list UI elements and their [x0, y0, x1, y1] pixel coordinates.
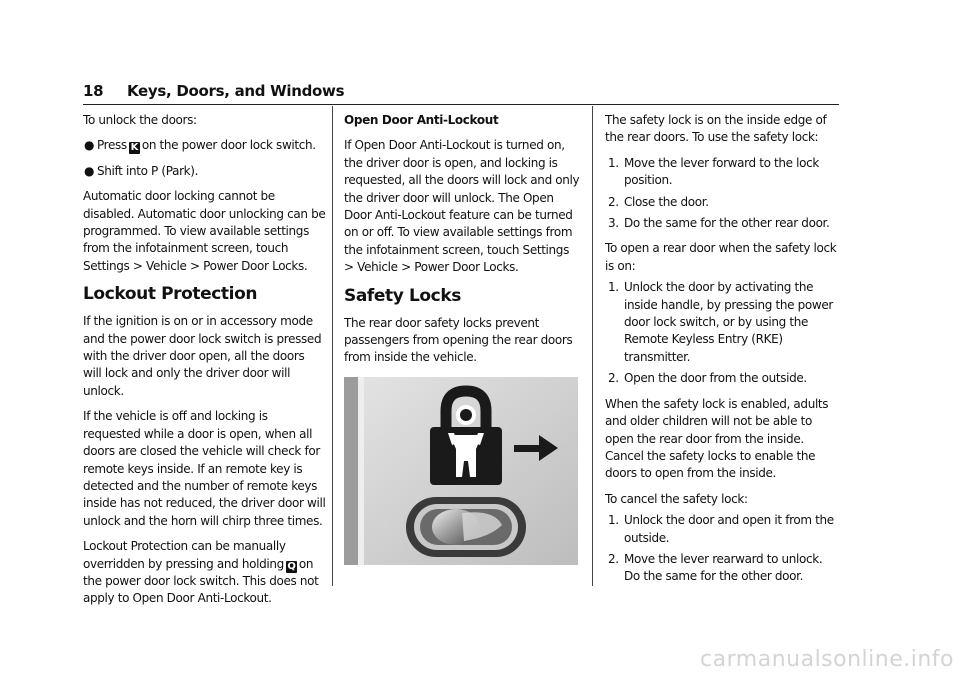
section-heading: Lockout Protection: [83, 284, 258, 305]
paragraph: [83, 538, 326, 608]
bullet-text-pre: Press: [97, 138, 127, 153]
bullet-text: Shift into P (Park).: [97, 163, 199, 178]
list-item: [605, 194, 841, 211]
list-item: [605, 551, 841, 586]
step-number: 2.: [608, 551, 619, 566]
page-number: 18: [83, 82, 104, 100]
step-text: Move the lever rearward to unlock. Do the same for the other door.: [624, 551, 823, 584]
step-number: 3.: [608, 216, 619, 231]
step-number: 1.: [608, 513, 619, 528]
paragraph: If the vehicle is off and locking is requested while a door is open, when all doors are closed the vehicle will check for remote keys inside. If an remote key is detected and the number of remote keys inside has not reduced, the driver door will unlock and the horn will chirp three times.: [83, 409, 326, 528]
step-text: Open the door from the outside.: [624, 371, 807, 386]
step-number: 2.: [608, 194, 619, 209]
step-text: Close the door.: [624, 194, 709, 209]
subheading: Open Door Anti-Lockout: [344, 113, 499, 127]
column-middle: [344, 112, 582, 399]
intro-text: To unlock the doors:: [83, 113, 197, 127]
bullet-icon: ●: [84, 138, 95, 153]
paragraph: Automatic door locking cannot be disabled. Automatic door unlocking can be programmed. To view available settings from the infotainment screen, touch Settings > Vehicle > Power Door Locks.: [83, 189, 326, 273]
child-lock-icon: [344, 377, 578, 565]
paragraph: To cancel the safety lock:: [605, 491, 748, 506]
column-divider: [332, 106, 333, 586]
page-header: [83, 82, 839, 105]
paragraph: If Open Door Anti-Lockout is turned on, the driver door is open, and locking is requested, all the doors will lock and only the driver door will unlock. The Open Door Anti-Lockout feature can be turned on or off. To view available settings from the infotainment screen, touch Settings > Vehicle > Power Door Locks.: [344, 138, 580, 275]
step-text: Move the lever forward to the lock position.: [624, 155, 819, 188]
bullet-text-post: on the power door lock switch.: [141, 138, 316, 153]
watermark: carmanualsonline.info: [700, 647, 954, 672]
step-number: 2.: [608, 371, 619, 386]
section-heading: Safety Locks: [344, 285, 461, 306]
list-item: [605, 512, 841, 547]
paragraph: If the ignition is on or in accessory mode and the power door lock switch is pressed with the driver door open, all the doors will lock and only the driver door will unlock.: [83, 314, 322, 398]
step-number: 1.: [608, 155, 619, 170]
paragraph-text-post: on the power door lock switch. This does not apply to Open Door Anti-Lockout.: [83, 556, 319, 606]
list-item: [605, 370, 841, 387]
paragraph-text-pre: Lockout Protection can be manually overridden by pressing and holding: [83, 539, 286, 571]
step-text: Unlock the door and open it from the outside.: [624, 513, 834, 545]
list-item: [605, 215, 841, 232]
column-left: [83, 112, 326, 616]
paragraph: To open a rear door when the safety lock is on:: [605, 241, 837, 273]
section-title: Keys, Doors, and Windows: [127, 82, 345, 100]
column-right: [605, 112, 841, 590]
step-text: Do the same for the other rear door.: [624, 216, 830, 231]
paragraph: The safety lock is on the inside edge of the rear doors. To use the safety lock:: [605, 113, 827, 145]
step-text: Unlock the door by activating the inside handle, by pressing the power door lock switch, or by using the Remote Keyless Entry (RKE) transmitter.: [624, 280, 833, 364]
list-item: [605, 155, 841, 190]
safety-lock-illustration: [344, 377, 578, 565]
paragraph: The rear door safety locks prevent passengers from opening the rear doors from inside the vehicle.: [344, 315, 573, 365]
bullet-icon: ●: [84, 163, 95, 178]
list-item: [605, 279, 841, 366]
list-item: [83, 137, 326, 154]
column-divider: [592, 106, 593, 586]
paragraph: When the safety lock is enabled, adults and older children will not be able to open the rear door from the inside. Cancel the safety locks to enable the doors to open from the inside.: [605, 396, 829, 481]
list-item: [83, 163, 326, 180]
unlock-key-icon: K: [130, 142, 139, 154]
lock-key-icon: Q: [287, 560, 296, 572]
step-number: 1.: [608, 280, 619, 295]
